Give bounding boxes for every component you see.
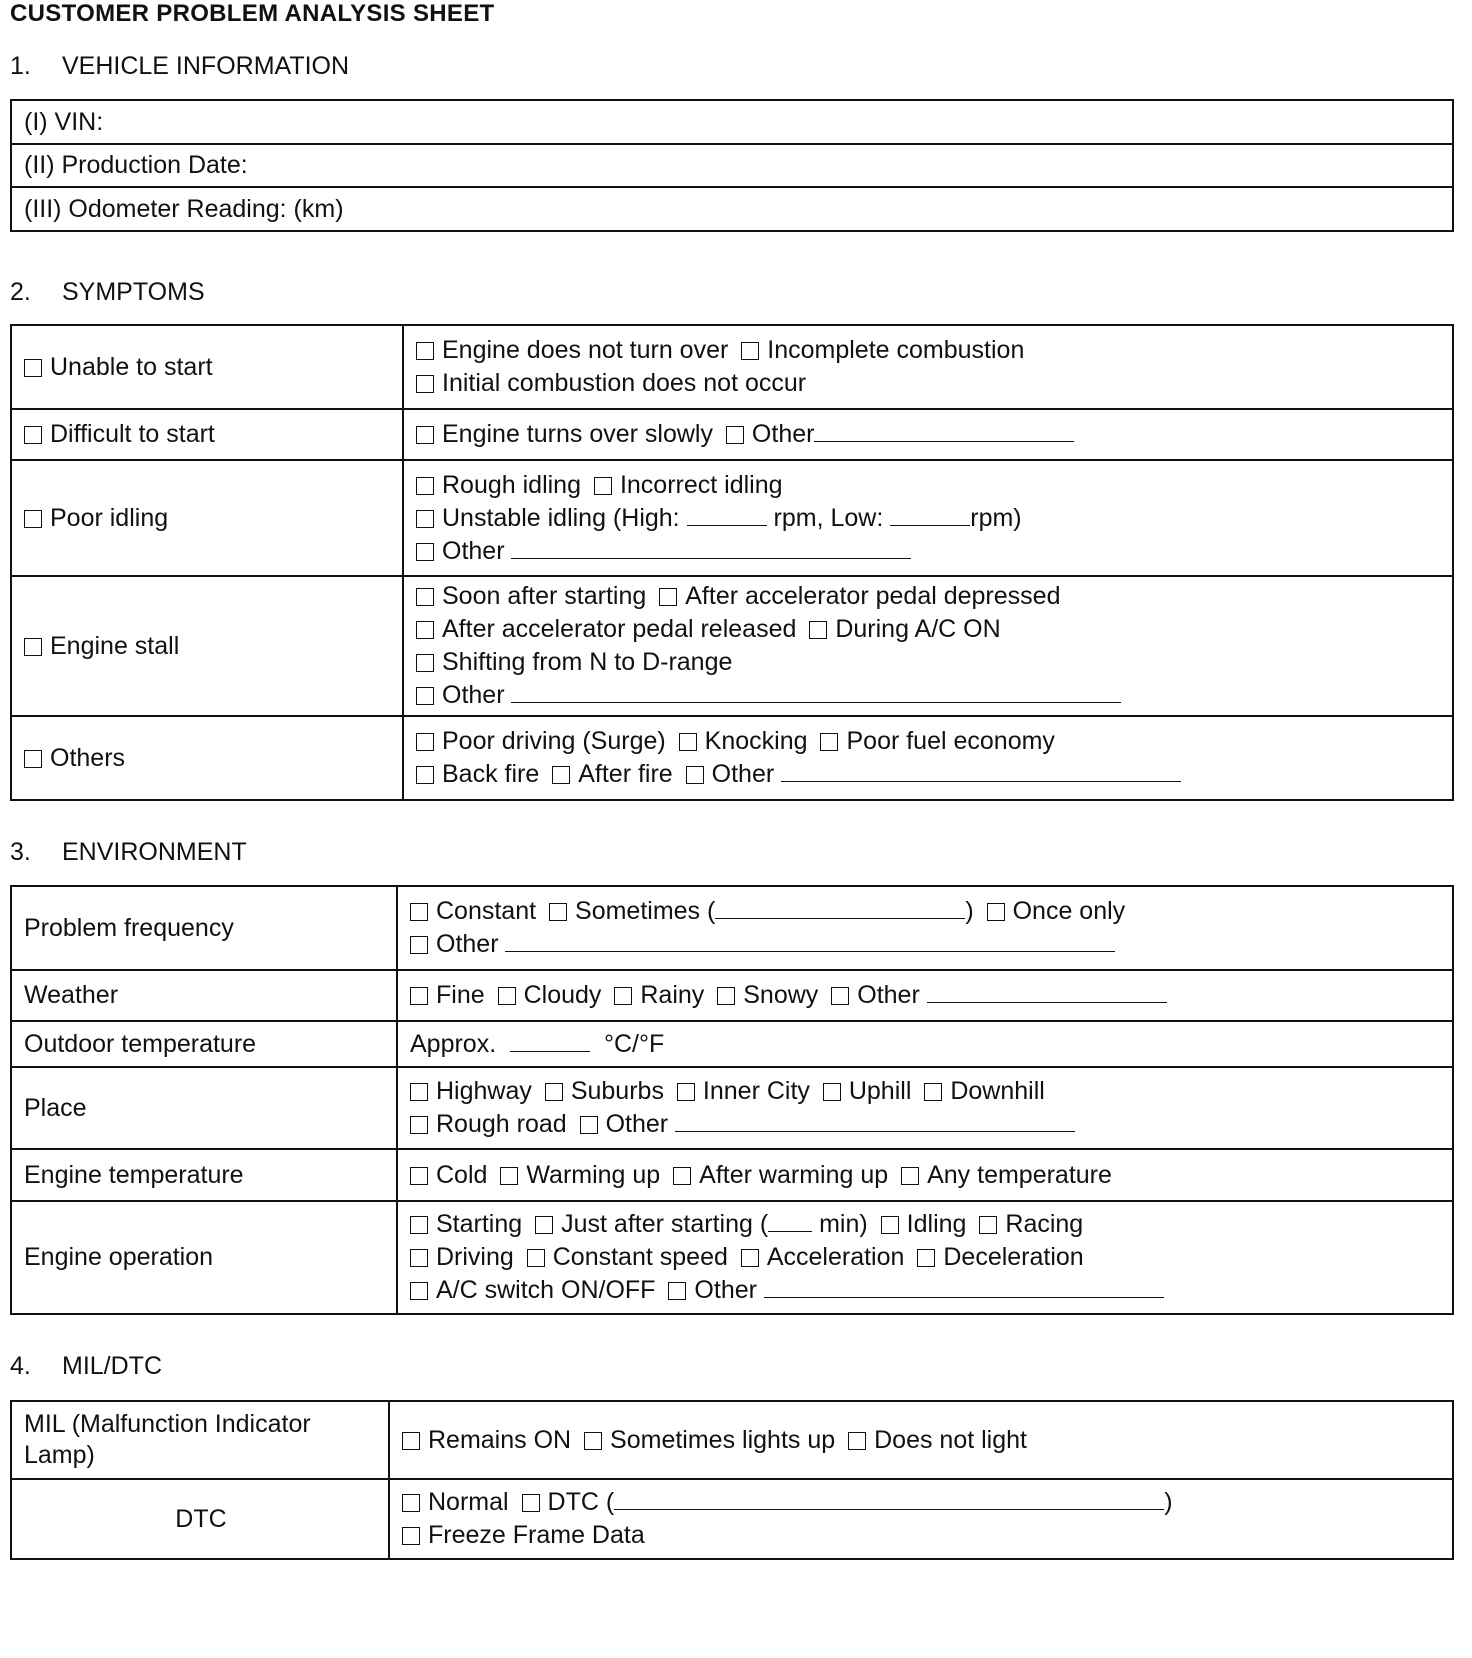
vehicle-info-table — [10, 99, 1454, 232]
checkbox[interactable] — [979, 1216, 997, 1234]
env-outdoor-temperature: Outdoor temperature — [11, 1021, 397, 1067]
checkbox[interactable] — [416, 375, 434, 393]
symptom-engine-stall[interactable]: Engine stall — [11, 576, 403, 716]
environment-table: Problem frequency Constant Sometimes ( ) Once only Other Weather Fine Cloudy Rainy Snowy Other Outdoor temperature Approx. °C/°F Place Highway Suburbs Inner City Uphill Downhill Rough road Other Engine temperature Cold Warming up After warming up Any temperature Engine operation Starting Just after starting ( min) Idling Racing Driving Constant speed Acceleration Deceleration A/C switch ON/OFF Other — [10, 885, 1454, 1315]
section-title-mil-dtc: 4. MIL/DTC — [10, 1352, 162, 1380]
checkbox[interactable] — [823, 1083, 841, 1101]
blank-line[interactable] — [511, 557, 911, 559]
checkbox[interactable] — [668, 1282, 686, 1300]
checkbox[interactable] — [881, 1216, 899, 1234]
section-title-environment: 3. ENVIRONMENT — [10, 838, 247, 866]
checkbox[interactable] — [741, 1249, 759, 1267]
blank-line[interactable] — [505, 950, 1115, 952]
checkbox[interactable] — [820, 733, 838, 751]
checkbox[interactable] — [416, 733, 434, 751]
checkbox[interactable] — [24, 359, 42, 377]
checkbox[interactable] — [416, 588, 434, 606]
checkbox[interactable] — [410, 936, 428, 954]
checkbox[interactable] — [545, 1083, 563, 1101]
checkbox[interactable] — [679, 733, 697, 751]
checkbox[interactable] — [24, 510, 42, 528]
section-title-symptoms: 2. SYMPTOMS — [10, 278, 205, 306]
checkbox[interactable] — [416, 477, 434, 495]
env-weather: Weather — [11, 970, 397, 1021]
checkbox[interactable] — [416, 654, 434, 672]
checkbox[interactable] — [410, 987, 428, 1005]
checkbox[interactable] — [726, 426, 744, 444]
checkbox[interactable] — [402, 1527, 420, 1545]
blank-line[interactable] — [768, 1230, 812, 1232]
checkbox[interactable] — [410, 1083, 428, 1101]
symptom-others[interactable]: Others — [11, 716, 403, 800]
checkbox[interactable] — [416, 687, 434, 705]
checkbox[interactable] — [416, 426, 434, 444]
checkbox[interactable] — [686, 766, 704, 784]
blank-line[interactable] — [781, 780, 1181, 782]
checkbox[interactable] — [831, 987, 849, 1005]
section-title-vehicle: 1. VEHICLE INFORMATION — [10, 52, 350, 80]
checkbox[interactable] — [416, 543, 434, 561]
checkbox[interactable] — [410, 903, 428, 921]
checkbox[interactable] — [987, 903, 1005, 921]
checkbox[interactable] — [24, 426, 42, 444]
checkbox[interactable] — [848, 1432, 866, 1450]
checkbox[interactable] — [24, 638, 42, 656]
page-title: CUSTOMER PROBLEM ANALYSIS SHEET — [10, 0, 495, 27]
checkbox[interactable] — [416, 621, 434, 639]
checkbox[interactable] — [416, 342, 434, 360]
checkbox[interactable] — [410, 1116, 428, 1134]
symptom-poor-idling[interactable]: Poor idling — [11, 460, 403, 576]
production-date-field[interactable]: (II) Production Date: — [11, 144, 1453, 187]
checkbox[interactable] — [416, 510, 434, 528]
symptom-difficult-to-start[interactable]: Difficult to start — [11, 409, 403, 460]
checkbox[interactable] — [522, 1494, 540, 1512]
checkbox[interactable] — [410, 1282, 428, 1300]
checkbox[interactable] — [741, 342, 759, 360]
checkbox[interactable] — [416, 766, 434, 784]
checkbox[interactable] — [549, 903, 567, 921]
checkbox[interactable] — [498, 987, 516, 1005]
checkbox[interactable] — [410, 1167, 428, 1185]
checkbox[interactable] — [500, 1167, 518, 1185]
checkbox[interactable] — [717, 987, 735, 1005]
dtc-label: DTC — [11, 1479, 389, 1559]
env-place: Place — [11, 1067, 397, 1149]
checkbox[interactable] — [402, 1432, 420, 1450]
checkbox[interactable] — [614, 987, 632, 1005]
blank-line[interactable] — [927, 1001, 1167, 1003]
checkbox[interactable] — [402, 1494, 420, 1512]
blank-line[interactable] — [890, 524, 970, 526]
symptoms-table: Unable to start Engine does not turn over Incomplete combustion Initial combustion does not occur Difficult to start Engine turns over slowly Other Poor idling Rough idling Incorrect idling Unstable idling (High: rpm, Low: rpm) Other Engine stall Soon after starting After accelerator pedal depressed After accelerator pedal released During A/C ON Shifting from N to D-range Other Others Poor driving (Surge) Knocking Poor fuel economy Back fire After fire Other — [10, 324, 1454, 801]
checkbox[interactable] — [659, 588, 677, 606]
blank-line[interactable] — [511, 701, 1121, 703]
checkbox[interactable] — [677, 1083, 695, 1101]
checkbox[interactable] — [535, 1216, 553, 1234]
symptom-unable-to-start[interactable]: Unable to start — [11, 325, 403, 409]
odometer-field[interactable]: (III) Odometer Reading: (km) — [11, 187, 1453, 231]
checkbox[interactable] — [924, 1083, 942, 1101]
checkbox[interactable] — [809, 621, 827, 639]
env-problem-frequency: Problem frequency — [11, 886, 397, 970]
env-engine-operation: Engine operation — [11, 1201, 397, 1314]
checkbox[interactable] — [594, 477, 612, 495]
checkbox[interactable] — [584, 1432, 602, 1450]
checkbox[interactable] — [552, 766, 570, 784]
blank-line[interactable] — [510, 1050, 590, 1052]
checkbox[interactable] — [410, 1216, 428, 1234]
mil-dtc-table: MIL (Malfunction Indicator Lamp) Remains ON Sometimes lights up Does not light DTC Normal DTC ( ) Freeze Frame Data — [10, 1400, 1454, 1560]
checkbox[interactable] — [527, 1249, 545, 1267]
blank-line[interactable] — [687, 524, 767, 526]
env-engine-temperature: Engine temperature — [11, 1149, 397, 1201]
mil-label: MIL (Malfunction Indicator Lamp) — [11, 1401, 389, 1479]
blank-line[interactable] — [814, 440, 1074, 442]
blank-line[interactable] — [764, 1296, 1164, 1298]
vin-field[interactable]: (I) VIN: — [11, 100, 1453, 144]
checkbox[interactable] — [410, 1249, 428, 1267]
checkbox[interactable] — [917, 1249, 935, 1267]
checkbox[interactable] — [580, 1116, 598, 1134]
blank-line[interactable] — [614, 1508, 1164, 1510]
blank-line[interactable] — [675, 1130, 1075, 1132]
checkbox[interactable] — [673, 1167, 691, 1185]
blank-line[interactable] — [715, 917, 965, 919]
checkbox[interactable] — [901, 1167, 919, 1185]
checkbox[interactable] — [24, 750, 42, 768]
